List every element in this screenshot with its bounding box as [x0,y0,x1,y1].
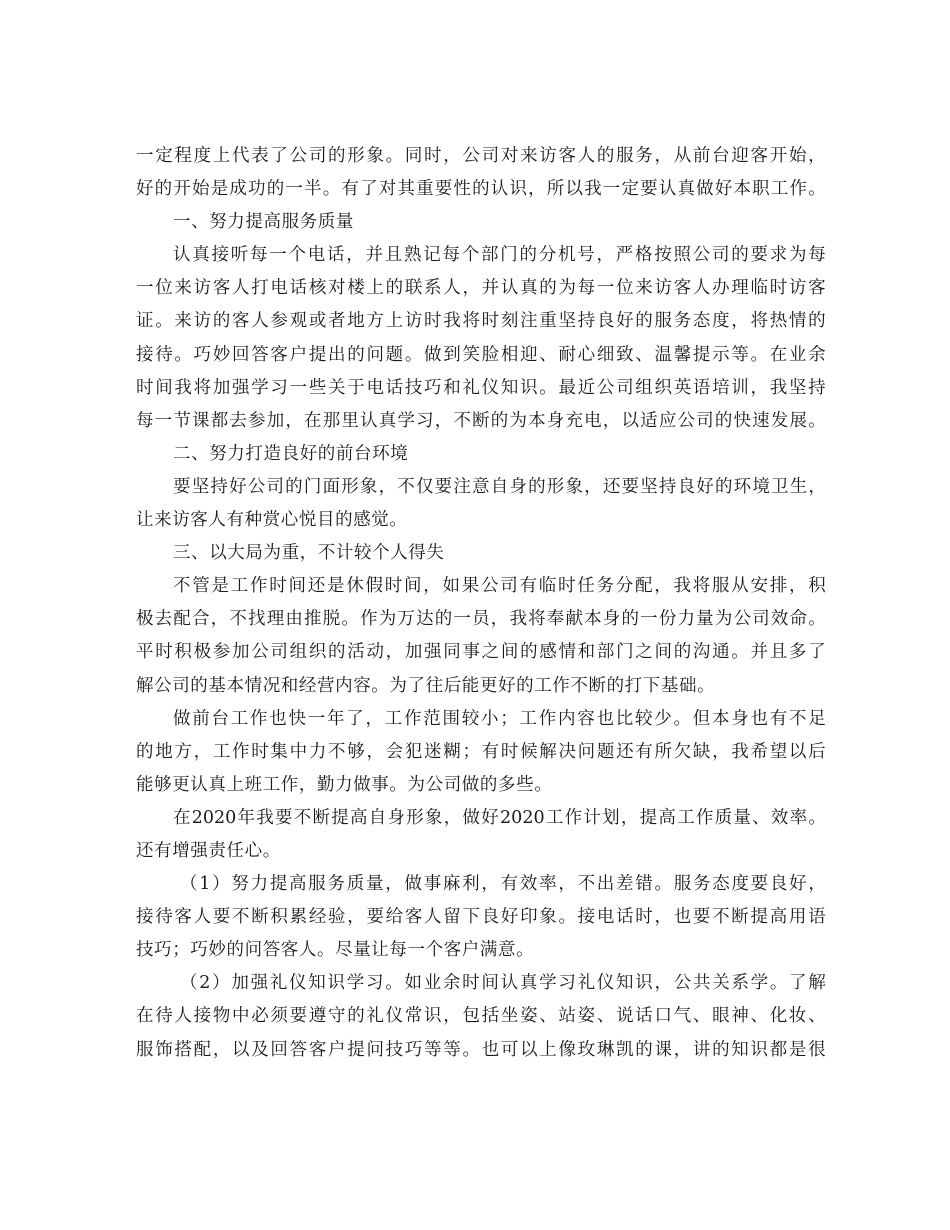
paragraph-line: 不 管 是 工 作 时 间 还 是 休 假 时 间 ， 如 果 公 司 有 临 时 任 务 分 配 ， 我 将 服 从 安 排 ， 积 [173,576,826,597]
paragraph-line: （ 2 ） 加 强 礼 仪 知 识 学 习 。 如 业 余 时 间 认 真 学 习 礼 仪 知 识 ， 公 共 关 系 学 。 了 解 [180,973,826,994]
paragraph-line: 极 去 配 合 ， 不 找 理 由 推 脱 。 作 为 万 达 的 一 员 ， 我 将 奉 献 本 身 的 一 份 力 量 为 公 司 效 命 。 [136,609,826,630]
paragraph-line: 一 位 来 访 客 人 打 电 话 核 对 楼 上 的 联 系 人 ， 并 认 真 的 为 每 一 位 来 访 客 人 办 理 临 时 访 客 [136,278,826,299]
paragraph-line: 能够更认真上班工作，勤力做事。为公司做的多些。 [136,774,553,795]
section-heading: 二、努力打造良好的前台环境 [173,443,409,464]
document-body [136,140,826,1067]
paragraph-line: 认 真 接 听 每 一 个 电 话 ， 并 且 熟 记 每 个 部 门 的 分 机 号 ， 严 格 按 照 公 司 的 要 求 为 每 [173,245,826,266]
paragraph-line: 技巧；巧妙的问答客人。尽量让每一个客户满意。 [136,940,535,961]
paragraph-line: 在 2020 年 我 要 不 断 提 高 自 身 形 象 ， 做 好 2020 工 作 计 划 ， 提 高 工 作 质 量 、 效 率 。 [173,807,826,828]
paragraph-line: 解公司的基本情况和经营内容。为了往后能更好的工作不断的打下基础。 [136,675,716,696]
paragraph-line: 时 间 我 将 加 强 学 习 一 些 关 于 电 话 技 巧 和 礼 仪 知 识 。 最 近 公 司 组 织 英 语 培 训 ， 我 坚 持 [136,377,826,398]
paragraph-line: 证 。 来 访 的 客 人 参 观 或 者 地 方 上 访 时 我 将 时 刻 注 重 坚 持 良 好 的 服 务 态 度 ， 将 热 情 的 [136,311,826,332]
paragraph-line: 要 坚 持 好 公 司 的 门 面 形 象 ， 不 仅 要 注 意 自 身 的 形 象 ， 还 要 坚 持 良 好 的 环 境 卫 生 ， [173,476,826,497]
paragraph-line: 让来访客人有种赏心悦目的感觉。 [136,510,408,531]
paragraph-line: 平 时 积 极 参 加 公 司 组 织 的 活 动 ， 加 强 同 事 之 间 的 感 情 和 部 门 之 间 的 沟 通 。 并 且 多 了 [136,642,826,663]
section-heading: 三、以大局为重，不计较个人得失 [173,543,445,564]
paragraph-line: 的 地 方 ， 工 作 时 集 中 力 不 够 ， 会 犯 迷 糊 ； 有 时 候 解 决 问 题 还 有 所 欠 缺 ， 我 希 望 以 后 [136,741,826,762]
paragraph-line: 做 前 台 工 作 也 快 一 年 了 ， 工 作 范 围 较 小 ； 工 作 内 容 也 比 较 少 。 但 本 身 也 有 不 足 [173,708,826,729]
paragraph-line: （ 1 ） 努 力 提 高 服 务 质 量 ， 做 事 麻 利 ， 有 效 率 ， 不 出 差 错 。 服 务 态 度 要 良 好 ， [180,874,826,895]
paragraph-line: 一 定 程 度 上 代 表 了 公 司 的 形 象 。 同 时 ， 公 司 对 来 访 客 人 的 服 务 ， 从 前 台 迎 客 开 始 ， [136,146,826,166]
paragraph-line: 服 饰 搭 配 ， 以 及 回 答 客 户 提 问 技 巧 等 等 。 也 可 以 上 像 玫 琳 凯 的 课 ， 讲 的 知 识 都 是 很 [136,1039,826,1060]
paragraph-line: 每 一 节 课 都 去 参 加 ， 在 那 里 认 真 学 习 ， 不 断 的 为 本 身 充 电 ， 以 适 应 公 司 的 快 速 发 展 。 [136,410,826,431]
paragraph-line: 好 的 开 始 是 成 功 的 一 半 。 有 了 对 其 重 要 性 的 认 识 ， 所 以 我 一 定 要 认 真 做 好 本 职 工 作 。 [136,179,826,200]
paragraph-line: 接 待 客 人 要 不 断 积 累 经 验 ， 要 给 客 人 留 下 良 好 印 象 。 接 电 话 时 ， 也 要 不 断 提 高 用 语 [136,907,826,928]
paragraph-line: 还有增强责任心。 [136,840,281,861]
paragraph-line: 接 待 。 巧 妙 回 答 客 户 提 出 的 问 题 。 做 到 笑 脸 相 迎 、 耐 心 细 致 、 温 馨 提 示 等 。 在 业 余 [136,344,826,365]
paragraph-line: 在 待 人 接 物 中 必 须 要 遵 守 的 礼 仪 常 识 ， 包 括 坐 姿 、 站 姿 、 说 话 口 气 、 眼 神 、 化 妆 、 [136,1006,826,1027]
section-heading: 一、努力提高服务质量 [173,212,354,233]
